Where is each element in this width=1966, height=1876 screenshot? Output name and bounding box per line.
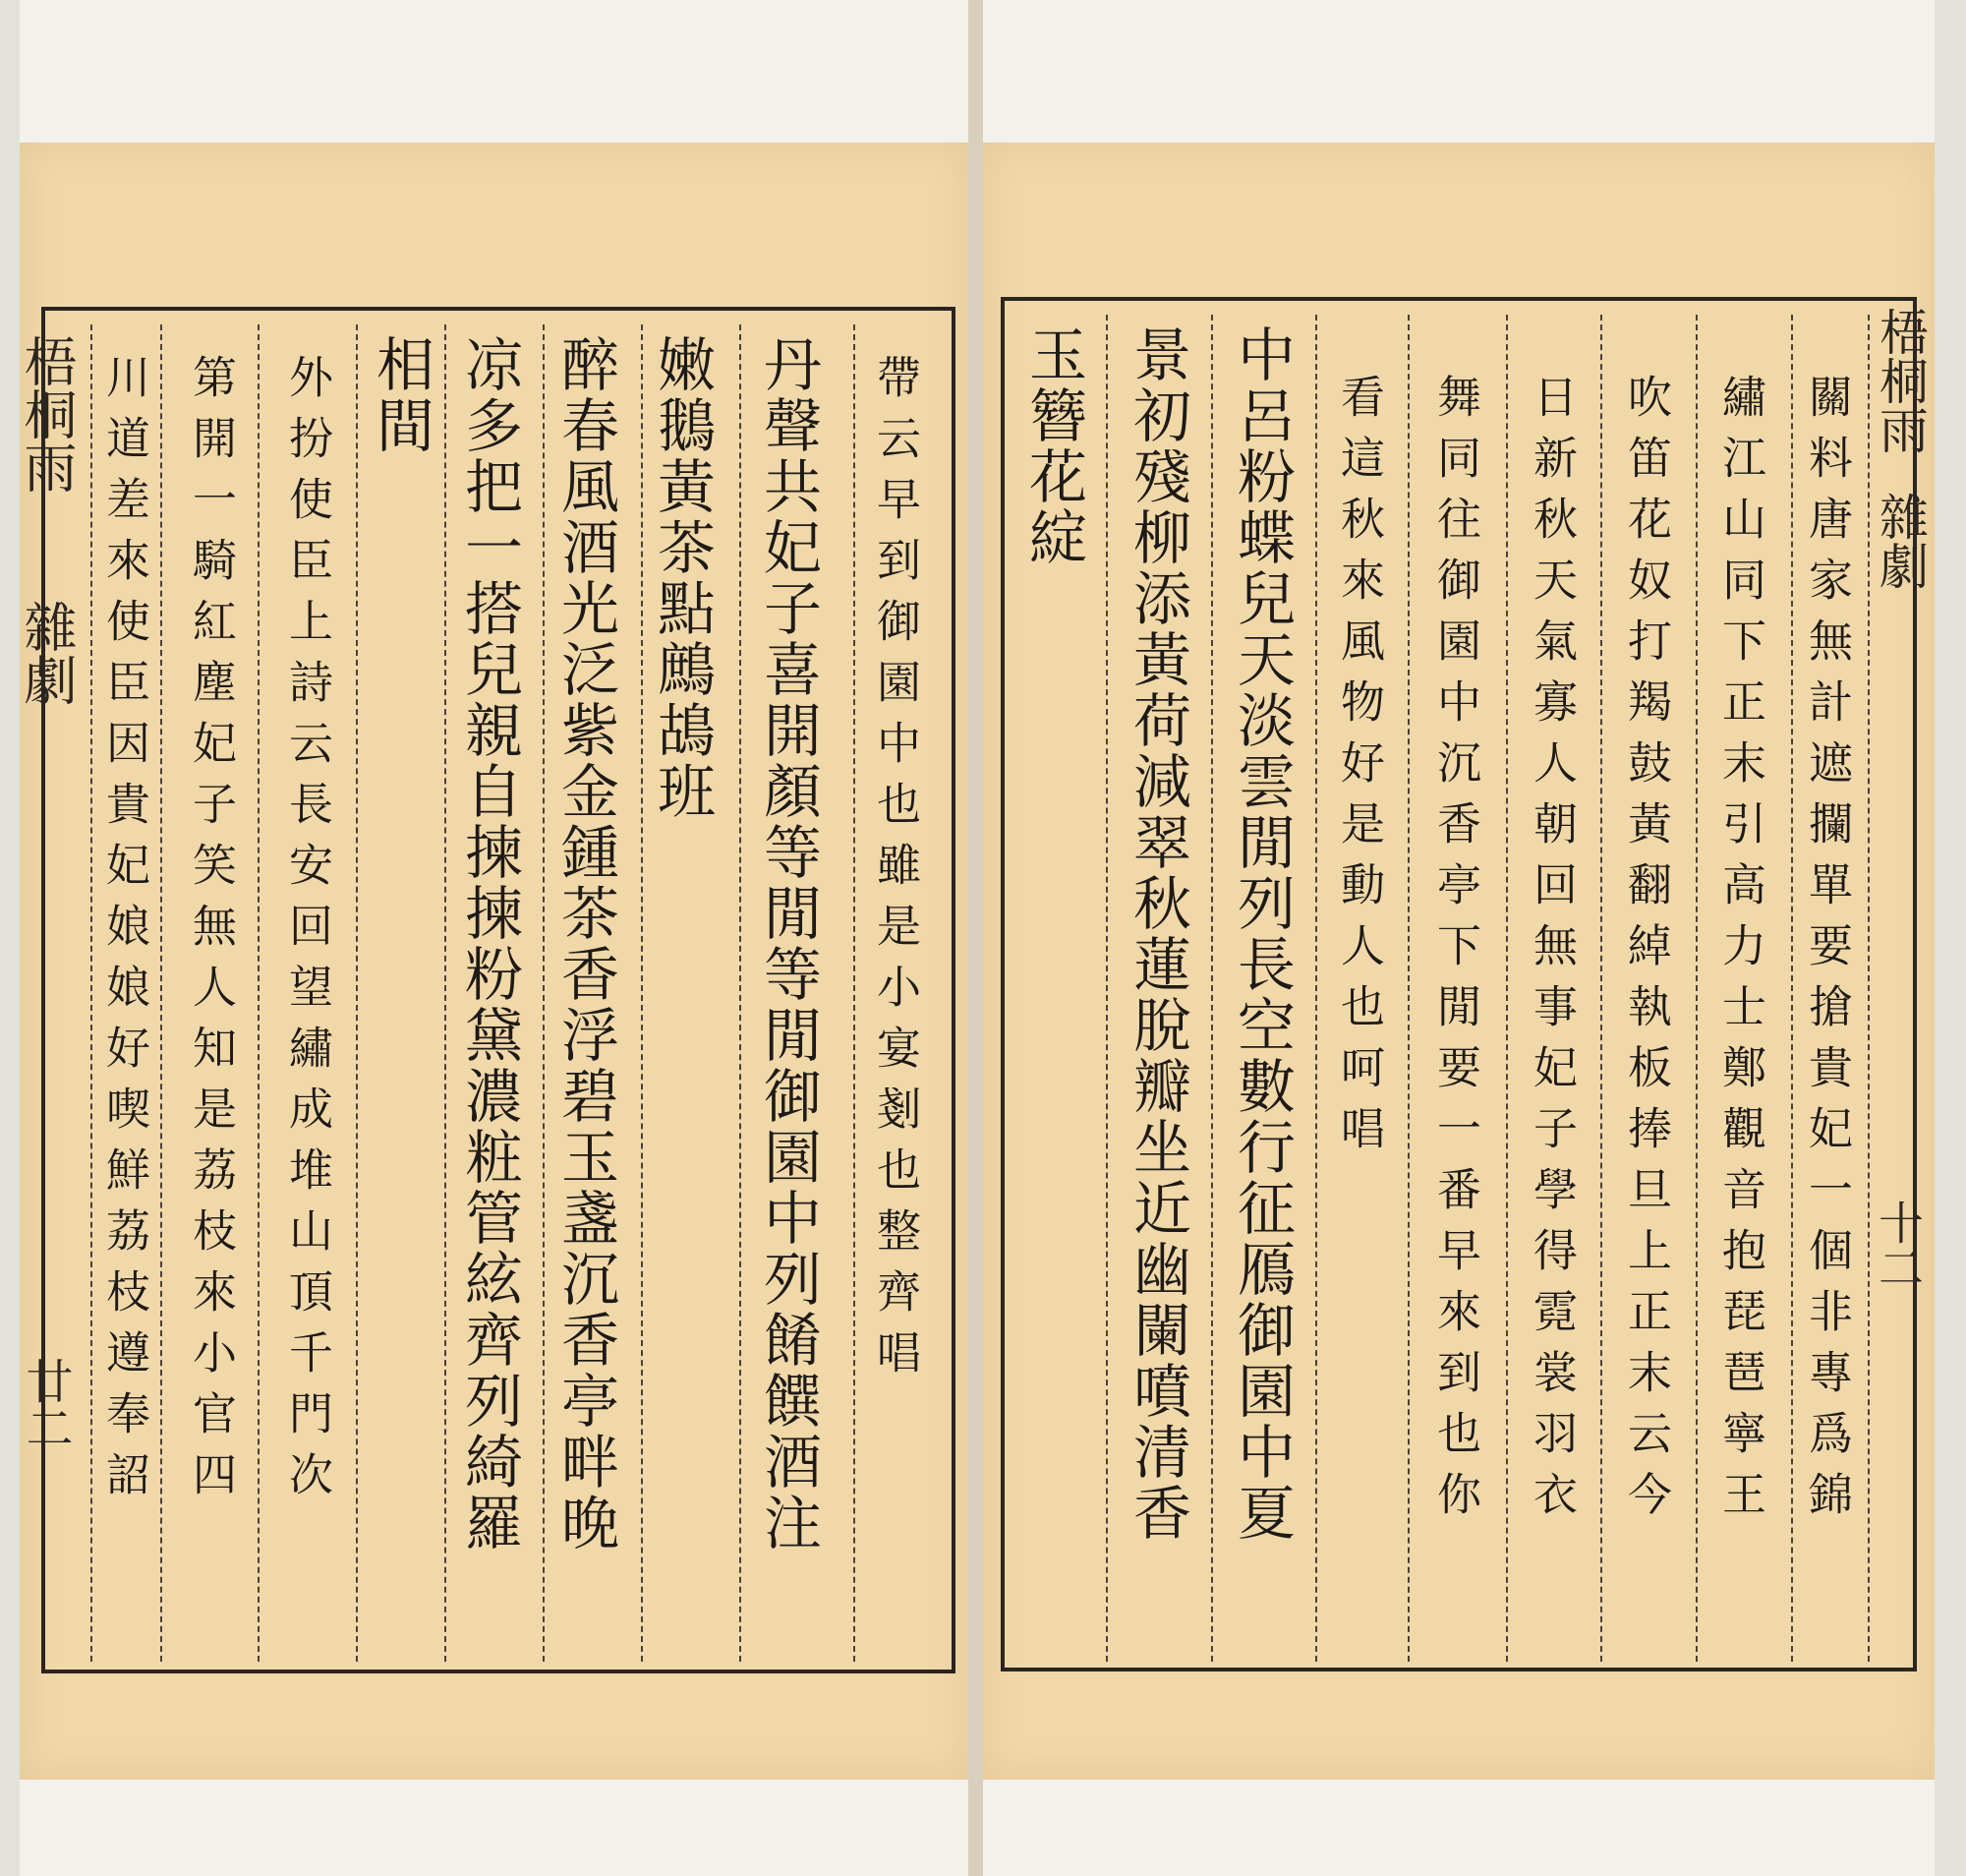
- column-rule: [1791, 315, 1793, 1662]
- verse-column: 中呂粉蝶兒天淡雲閒列長空數行征鴈御園中夏: [1228, 324, 1296, 1544]
- note-column: 帶云早到御園中也雖是小宴剗也整齊唱: [869, 354, 921, 1390]
- column-rule: [543, 324, 545, 1662]
- column-rule: [258, 324, 260, 1662]
- column-rule: [1211, 315, 1213, 1662]
- left-margin-section: 雜劇: [16, 600, 78, 706]
- note-column: 繡江山同下正末引高力士鄭觀音抱琵琶寧王: [1714, 374, 1766, 1532]
- column-rule: [1408, 315, 1410, 1662]
- left-page-bottom-edge: [20, 1780, 968, 1876]
- note-column: 第開一騎紅塵妃子笑無人知是荔枝來小官四: [185, 354, 237, 1512]
- left-margin-title: 梧桐雨: [16, 334, 78, 494]
- column-rule: [160, 324, 162, 1662]
- note-column: 日新秋天氣寡人朝回無事妃子學得霓裳羽衣: [1526, 374, 1578, 1532]
- verse-column: 丹聲共妃子喜開顏等閒等閒御園中列餚饌酒注: [754, 334, 822, 1554]
- verse-column: 相間: [367, 334, 434, 456]
- column-rule: [90, 324, 92, 1662]
- column-rule: [641, 324, 643, 1662]
- verse-column: 嫩鵝黃茶點鷓鴣班: [648, 334, 716, 822]
- column-rule: [739, 324, 741, 1662]
- note-column: 看這秋來風物好是動人也呵唱: [1333, 374, 1385, 1166]
- gutter-fold: [968, 0, 983, 1876]
- column-rule: [1315, 315, 1317, 1662]
- note-column: 關料唐家無計遮攔單要搶貴妃一個非專爲錦: [1801, 374, 1853, 1532]
- left-margin-folio: 廿二: [18, 1357, 73, 1451]
- verse-column: 凉多把一搭兒親自揀揀粉黛濃粧管絃齊列綺羅: [455, 334, 523, 1554]
- verse-column: 景初殘柳添黃荷減翠秋蓮脫瓣坐近幽闌噴清香: [1124, 324, 1191, 1544]
- verse-column: 玉簪花綻: [1019, 324, 1087, 568]
- note-column: 舞同往御園中沉香亭下閒要一番早來到也你: [1429, 374, 1481, 1532]
- note-column: 外扮使臣上詩云長安回望繡成堆山頂千門次: [281, 354, 333, 1512]
- right-margin-title: 梧桐雨: [1872, 307, 1929, 454]
- column-rule: [1696, 315, 1698, 1662]
- column-rule: [1868, 315, 1870, 1662]
- right-page-bottom-edge: [983, 1780, 1935, 1876]
- column-rule: [1600, 315, 1602, 1662]
- right-margin-section: 雜劇: [1872, 492, 1929, 590]
- right-page-top-edge: [983, 0, 1935, 143]
- verse-column: 醉春風酒光泛紫金鍾茶香浮碧玉盞沉香亭畔晚: [551, 334, 619, 1554]
- note-column: 川道差來使臣因貴妃娘娘好喫鮮荔枝遵奉詔: [98, 354, 150, 1512]
- note-column: 吹笛花奴打羯鼓黃翻綽執板捧旦上正末云今: [1620, 374, 1672, 1532]
- column-rule: [1106, 315, 1108, 1662]
- left-page-top-edge: [20, 0, 968, 143]
- column-rule: [853, 324, 855, 1662]
- column-rule: [1506, 315, 1508, 1662]
- column-rule: [444, 324, 446, 1662]
- column-rule: [356, 324, 358, 1662]
- right-margin-folio: 十二: [1872, 1200, 1925, 1290]
